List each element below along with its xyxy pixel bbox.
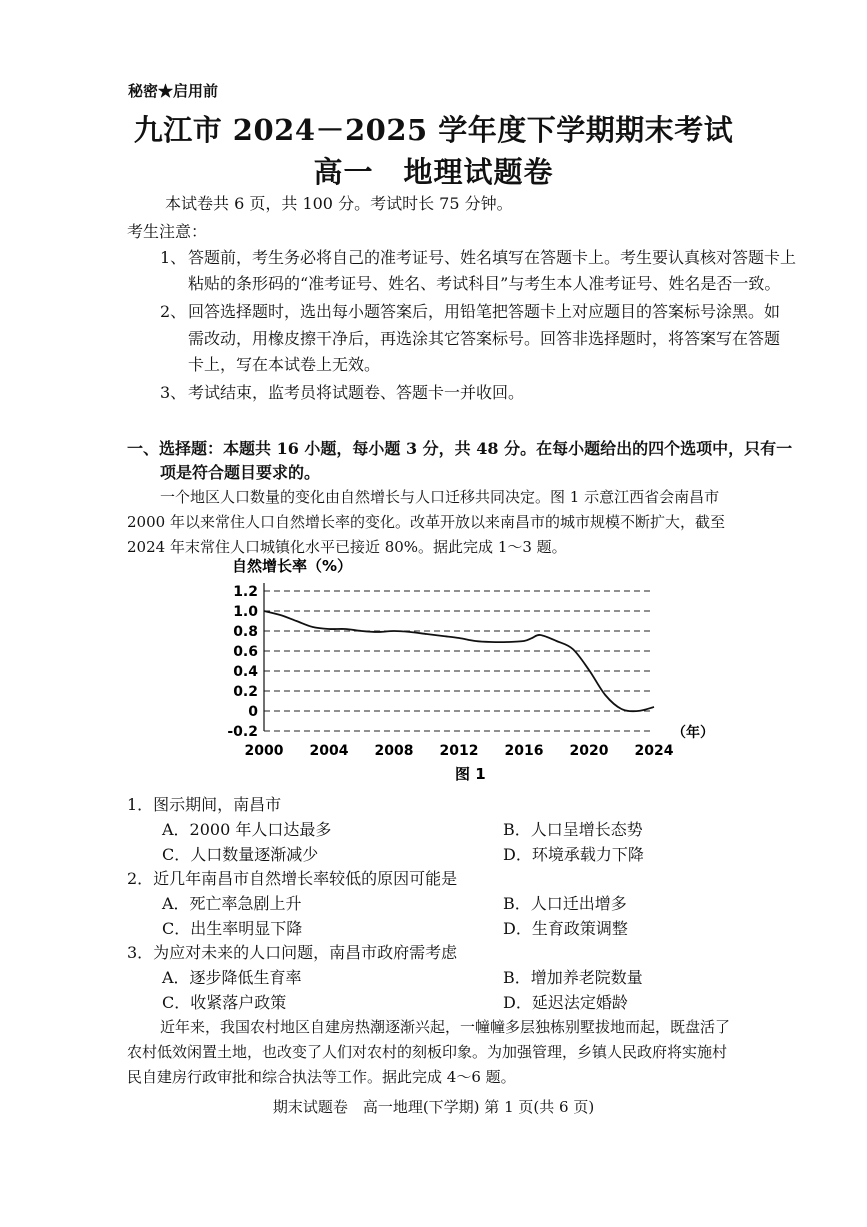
notice-item-2-line-1: 回答选择题时，选出每小题答案后，用铅笔把答题卡上对应题目的答案标号涂黑。如 — [188, 302, 781, 321]
chart-x-tick-label: 2008 — [374, 743, 414, 759]
chart-y-tick-label: 0.4 — [233, 664, 258, 680]
chart-xlabel: （年） — [672, 725, 714, 741]
question-3-option-b: B．增加养老院数量 — [503, 968, 643, 987]
question-2-option-a: A．死亡率急剧上升 — [162, 894, 302, 913]
chart-gridlines — [264, 591, 654, 731]
question-2-stem: 2．近几年南昌市自然增长率较低的原因可能是 — [127, 869, 458, 888]
chart-y-tick-label: 0.6 — [233, 644, 258, 660]
question-2-option-d: D．生育政策调整 — [503, 919, 628, 938]
chart-x-tick-label: 2012 — [439, 743, 479, 759]
question-3-option-a: A．逐步降低生育率 — [162, 968, 302, 987]
exam-subtitle: 高一 地理试题卷 — [313, 155, 554, 189]
population-growth-chart — [220, 555, 730, 787]
section-1-heading: 一、选择题：本题共 16 小题，每小题 3 分，共 48 分。在每小题给出的四个选项中，只有一 — [127, 439, 793, 458]
question-2-option-b: B．人口迁出增多 — [503, 894, 627, 913]
chart-ylabel: 自然增长率（%） — [232, 557, 353, 575]
passage-2-line-1: 近年来，我国农村地区自建房热潮逐渐兴起，一幢幢多层独栋别墅拔地而起，既盘活了 — [160, 1018, 731, 1036]
chart-x-tick-label: 2024 — [634, 743, 674, 759]
notice-item-1-line-1: 答题前，考生务必将自己的准考证号、姓名填写在答题卡上。考生要认真核对答题卡上 — [188, 248, 797, 267]
notice-item-3-number: 3、 — [160, 383, 187, 402]
notice-item-2-line-3: 卡上，写在本试卷上无效。 — [188, 355, 381, 374]
notice-item-1-line-2: 粘贴的条形码的“准考证号、姓名、考试科目”与考生本人准考证号、姓名是否一致。 — [188, 274, 781, 293]
chart-x-tick-label: 2020 — [569, 743, 609, 759]
question-1-option-b: B．人口呈增长态势 — [503, 820, 643, 839]
notice-item-1-number: 1、 — [160, 248, 187, 267]
chart-series-line — [264, 611, 654, 711]
notice-title: 考生注意： — [127, 222, 208, 241]
exam-intro: 本试卷共 6 页，共 100 分。考试时长 75 分钟。 — [165, 194, 513, 213]
question-3-option-d: D．延迟法定婚龄 — [503, 993, 628, 1012]
chart-x-tick-label: 2004 — [309, 743, 349, 759]
chart-y-tick-label: 0.8 — [233, 624, 258, 640]
chart-y-tick-label: 1.0 — [233, 604, 258, 620]
page-footer: 期末试题卷 高一地理(下学期) 第 1 页(共 6 页) — [272, 1098, 595, 1116]
notice-item-3-line-1: 考试结束，监考员将试题卷、答题卡一并收回。 — [188, 383, 525, 402]
chart-y-tick-label: 0.2 — [233, 684, 258, 700]
chart-y-tick-label: 0 — [248, 704, 258, 720]
chart-y-ticks — [227, 584, 258, 740]
confidential-mark: 秘密★启用前 — [128, 82, 219, 100]
chart-y-tick-label: -0.2 — [227, 724, 258, 740]
passage-1-line-3: 2024 年末常住人口城镇化水平已接近 80%。据此完成 1～3 题。 — [127, 538, 567, 556]
passage-1-line-2: 2000 年以来常住人口自然增长率的变化。改革开放以来南昌市的城市规模不断扩大，截至 — [127, 513, 725, 531]
question-1-option-c: C．人口数量逐渐减少 — [162, 845, 319, 864]
notice-item-2-number: 2、 — [160, 302, 187, 321]
passage-2-line-2: 农村低效闲置土地，也改变了人们对农村的刻板印象。为加强管理，乡镇人民政府将实施村 — [127, 1043, 728, 1061]
passage-1-line-1: 一个地区人口数量的变化由自然增长与人口迁移共同决定。图 1 示意江西省会南昌市 — [160, 488, 720, 506]
notice-item-2-line-2: 需改动，用橡皮擦干净后，再选涂其它答案标号。回答非选择题时，将答案写在答题 — [188, 329, 781, 348]
chart-x-ticks — [245, 743, 674, 759]
question-2-option-c: C．出生率明显下降 — [162, 919, 303, 938]
question-3-option-c: C．收紧落户政策 — [162, 993, 287, 1012]
question-1-option-d: D．环境承载力下降 — [503, 845, 644, 864]
chart-y-tick-label: 1.2 — [233, 584, 258, 600]
exam-title: 九江市 2024－2025 学年度下学期期末考试 — [133, 113, 734, 147]
chart-x-tick-label: 2000 — [244, 743, 284, 759]
chart-x-tick-label: 2016 — [504, 743, 544, 759]
question-3-stem: 3．为应对未来的人口问题，南昌市政府需考虑 — [127, 943, 458, 962]
chart-caption: 图 1 — [455, 765, 486, 783]
section-1-heading-cont: 项是符合题目要求的。 — [160, 463, 321, 482]
passage-2-line-3: 民自建房行政审批和综合执法等工作。据此完成 4～6 题。 — [127, 1068, 516, 1086]
question-1-option-a: A．2000 年人口达最多 — [162, 820, 332, 839]
question-1-stem: 1．图示期间，南昌市 — [127, 795, 282, 814]
